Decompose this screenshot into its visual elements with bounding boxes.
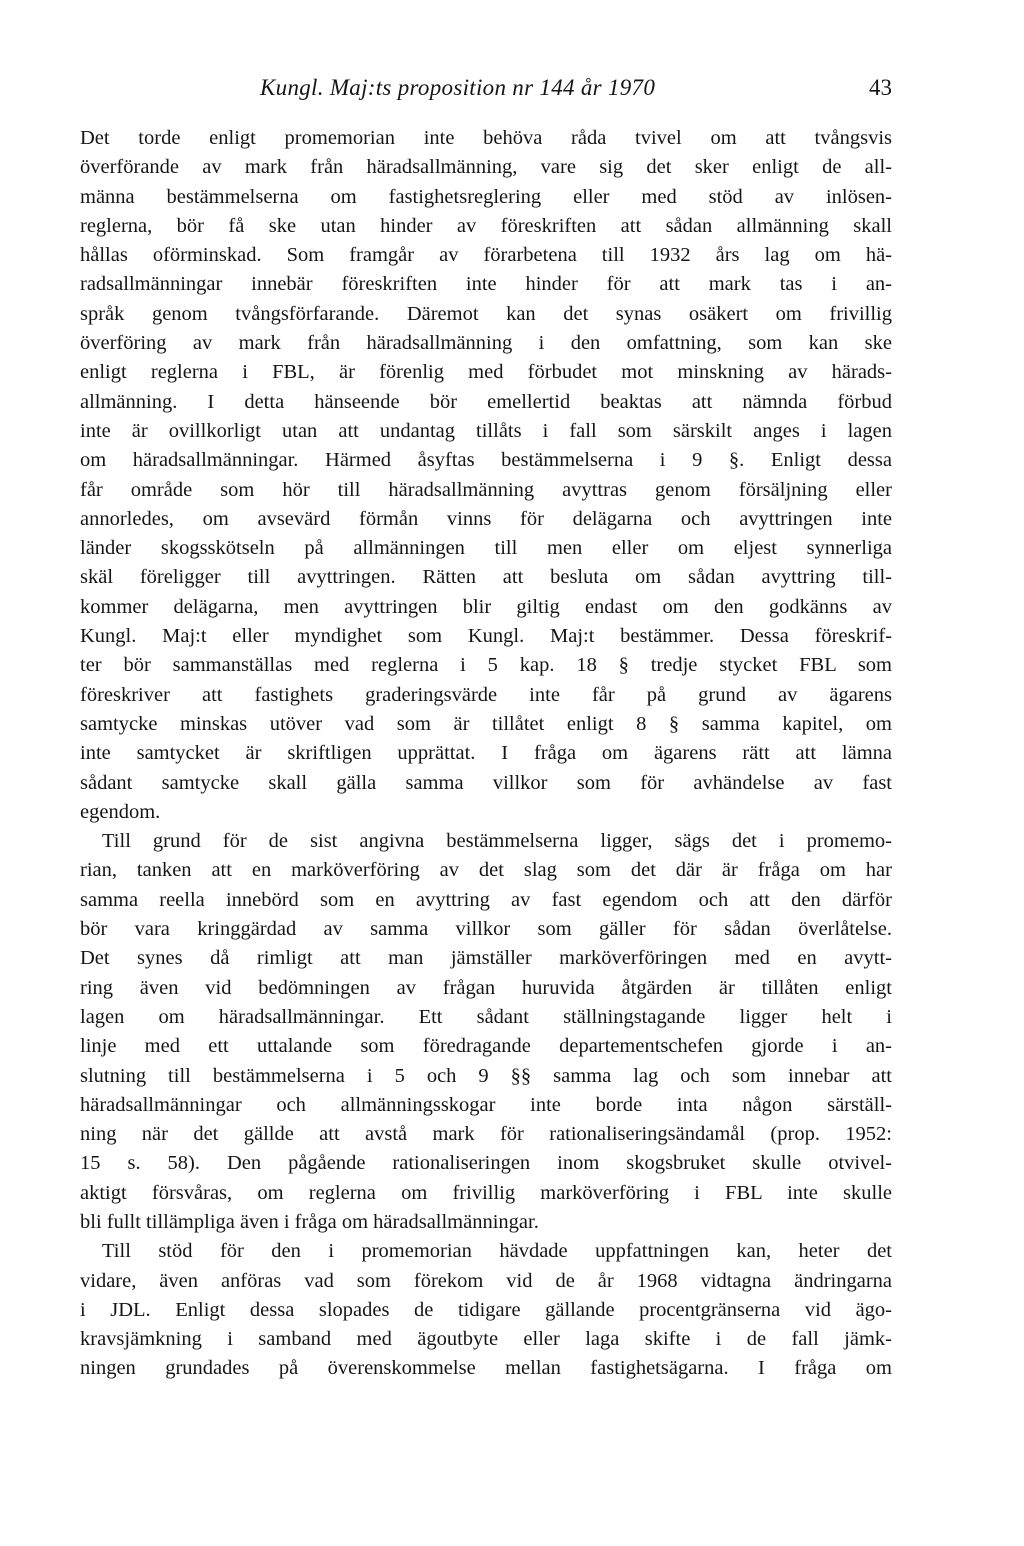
text-line: vidare, även anföras vad som förekom vid de år 1968 vidtagna ändringarna <box>80 1269 892 1292</box>
text-line: Kungl. Maj:t eller myndighet som Kungl. Maj:t bestämmer. Dessa föreskrif- <box>80 625 892 648</box>
body-text <box>80 124 892 1384</box>
paragraph <box>80 124 892 827</box>
text-line: länder skogsskötseln på allmänningen till men eller om eljest synnerliga <box>80 537 892 560</box>
text-line: samtycke minskas utöver vad som är tillåtet enligt 8 § samma kapitel, om <box>80 712 892 735</box>
document-page <box>80 75 892 1384</box>
text-line: inte är ovillkorligt utan att undantag tillåts i fall som särskilt anges i lagen <box>80 419 892 442</box>
text-line: får område som hör till häradsallmänning avyttras genom försäljning eller <box>80 478 892 501</box>
text-line: överföring av mark från häradsallmänning i den omfattning, som kan ske <box>80 332 892 355</box>
text-line: ning när det gällde att avstå mark för rationaliseringsändamål (prop. 1952: <box>80 1123 892 1146</box>
text-line: reglerna, bör få ske utan hinder av föreskriften att sådan allmänning skall <box>80 214 892 237</box>
text-line: 15 s. 58). Den pågående rationaliseringen inom skogsbruket skulle otvivel- <box>80 1152 892 1175</box>
text-line: föreskriver att fastighets graderingsvärde inte får på grund av ägarens <box>80 683 892 706</box>
text-line: lagen om häradsallmänningar. Ett sådant ställningstagande ligger helt i <box>80 1005 892 1028</box>
text-line: Det synes då rimligt att man jämställer marköverföringen med en avytt- <box>80 947 892 970</box>
text-line: sådant samtycke skall gälla samma villkor som för avhändelse av fast <box>80 771 892 794</box>
text-line: enligt reglerna i FBL, är förenlig med förbudet mot minskning av härads- <box>80 361 892 384</box>
text-line: ter bör sammanställas med reglerna i 5 kap. 18 § tredje stycket FBL som <box>80 654 892 677</box>
text-line: egendom. <box>80 800 161 823</box>
text-line: aktigt försvåras, om reglerna om frivillig marköverföring i FBL inte skulle <box>80 1181 892 1204</box>
text-line: samma reella innebörd som en avyttring av fast egendom och att den därför <box>80 888 892 911</box>
text-line: överförande av mark från häradsallmänning, vare sig det sker enligt de all- <box>80 156 892 179</box>
text-line: slutning till bestämmelserna i 5 och 9 §§ samma lag och som innebar att <box>80 1064 892 1087</box>
text-line: hållas oförminskad. Som framgår av förarbetena till 1932 års lag om hä- <box>80 244 892 267</box>
text-line: radsallmänningar innebär föreskriften inte hinder för att mark tas i an- <box>80 273 892 296</box>
text-line: inte samtycket är skriftligen upprättat. I fråga om ägarens rätt att lämna <box>80 742 892 765</box>
text-line: annorledes, om avsevärd förmån vinns för delägarna och avyttringen inte <box>80 507 892 530</box>
text-line: rian, tanken att en marköverföring av det slag som det där är fråga om har <box>80 859 892 882</box>
text-line: linje med ett uttalande som föredragande departementschefen gjorde i an- <box>80 1035 892 1058</box>
text-line: kravsjämkning i samband med ägoutbyte eller laga skifte i de fall jämk- <box>80 1328 892 1351</box>
text-line: bli fullt tillämpliga även i fråga om häradsallmänningar. <box>80 1210 539 1233</box>
text-line: männa bestämmelserna om fastighetsreglering eller med stöd av inlösen- <box>80 185 892 208</box>
text-line: skäl föreligger till avyttringen. Rätten att besluta om sådan avyttring till- <box>80 566 892 589</box>
text-line: kommer delägarna, men avyttringen blir giltig endast om den godkänns av <box>80 595 892 618</box>
text-line: Till stöd för den i promemorian hävdade uppfattningen kan, heter det <box>102 1240 892 1263</box>
page-number: 43 <box>869 75 892 100</box>
text-line: Det torde enligt promemorian inte behöva råda tvivel om att tvångsvis <box>80 127 892 149</box>
text-line: Till grund för de sist angivna bestämmelserna ligger, sägs det i promemo- <box>102 830 892 853</box>
page-header <box>80 75 892 111</box>
text-line: ring även vid bedömningen av frågan huruvida åtgärden är tillåten enligt <box>80 976 892 999</box>
text-line: om häradsallmänningar. Härmed åsyftas bestämmelserna i 9 §. Enligt dessa <box>80 449 892 472</box>
paragraph <box>80 827 892 1237</box>
text-line: häradsallmänningar och allmänningsskogar inte borde inta någon särställ- <box>80 1093 892 1116</box>
paragraph <box>80 1237 892 1383</box>
text-line: i JDL. Enligt dessa slopades de tidigare gällande procentgränserna vid ägo- <box>80 1298 892 1321</box>
text-line: ningen grundades på överenskommelse mellan fastighetsägarna. I fråga om <box>80 1357 892 1380</box>
text-line: språk genom tvångsförfarande. Däremot kan det synas osäkert om frivillig <box>80 302 892 325</box>
running-title: Kungl. Maj:ts proposition nr 144 år 1970 <box>260 75 656 100</box>
text-line: allmänning. I detta hänseende bör emellertid beaktas att nämnda förbud <box>80 390 892 413</box>
text-line: bör vara kringgärdad av samma villkor som gäller för sådan överlåtelse. <box>80 918 892 941</box>
